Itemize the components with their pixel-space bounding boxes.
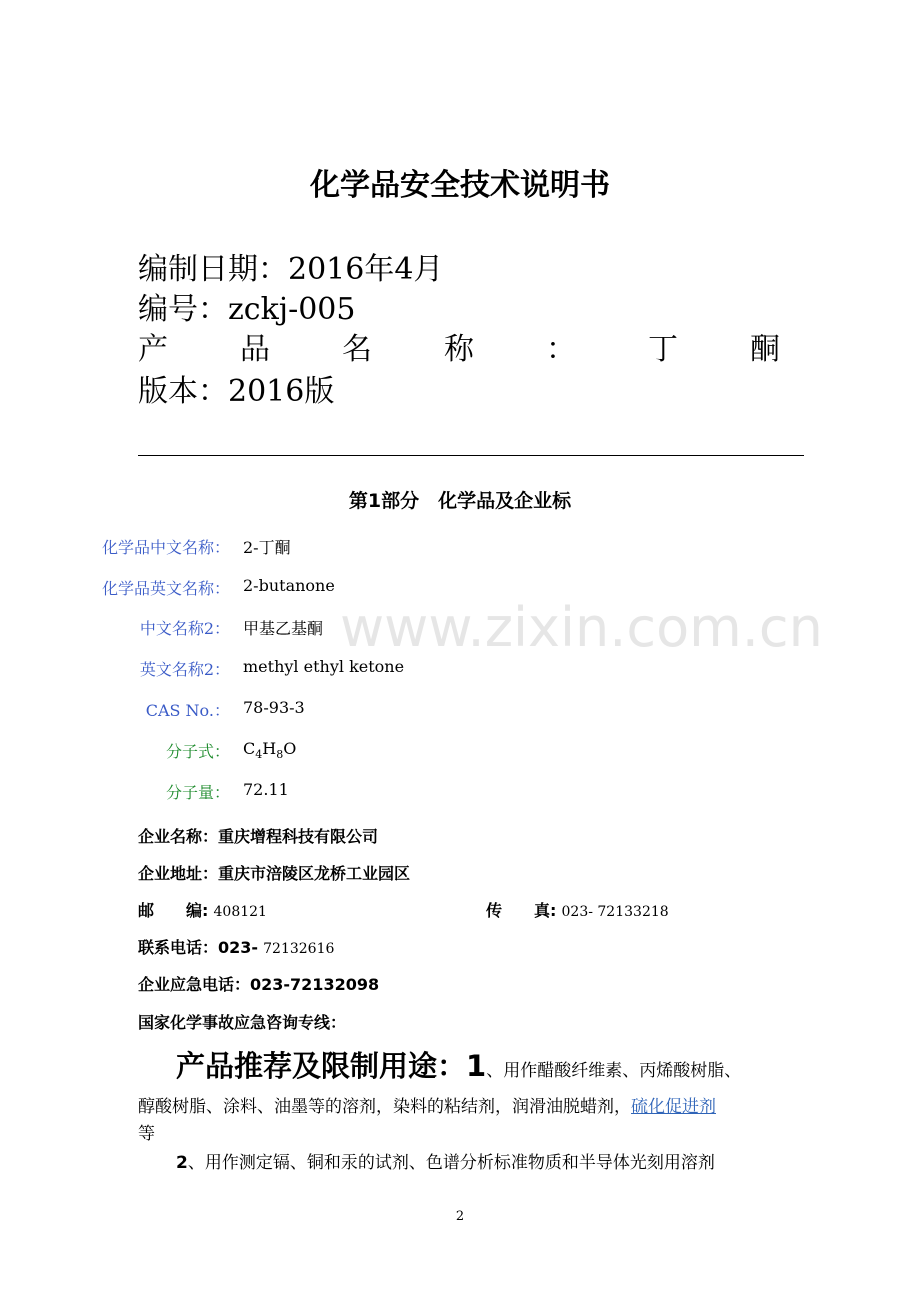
- product-name-char: 名: [342, 332, 372, 367]
- product-name-char: ：: [546, 332, 576, 367]
- vulcanization-accelerator-link[interactable]: 硫化促进剂: [631, 1097, 716, 1117]
- usage-fourth-line: [176, 1148, 715, 1173]
- cn-name-label: 化学品中文名称：: [101, 538, 230, 557]
- product-name-char: 称: [444, 332, 474, 367]
- usage-number-2: 2: [176, 1153, 188, 1173]
- document-title: 化学品安全技术说明书: [310, 168, 610, 203]
- page-number: 2: [455, 1209, 465, 1224]
- en-name-value: 2-butanone: [243, 576, 335, 595]
- section-title: 第1部分 化学品及企业标: [348, 490, 572, 512]
- company-address-line: [138, 861, 410, 884]
- phone-value: 72132616: [263, 941, 335, 957]
- company-name-line: [138, 824, 378, 847]
- formula-hydrogen: H: [262, 739, 277, 758]
- version: 版本：2016版: [138, 374, 335, 409]
- product-name-line: [138, 324, 780, 368]
- company-address-value: 重庆市涪陵区龙桥工业园区: [218, 864, 411, 883]
- formula-oxygen: O: [283, 739, 297, 758]
- usage-second-line: [138, 1092, 716, 1117]
- usage-line3: 等: [138, 1124, 155, 1144]
- usage-first-line: [176, 1044, 741, 1085]
- usage-line2: 醇酸树脂、涂料、油墨等的溶剂，染料的粘结剂，润滑油脱蜡剂，: [138, 1097, 631, 1117]
- product-name-char: 酮: [750, 332, 780, 367]
- compile-date: 编制日期：2016年4月: [138, 252, 444, 287]
- usage-line4: 、用作测定镉、铜和汞的试剂、色谱分析标准物质和半导体光刻用溶剂: [187, 1153, 715, 1173]
- postal-value: 408121: [213, 904, 267, 920]
- usage-line1: 、用作醋酸纤维素、丙烯酸树脂、: [486, 1061, 742, 1081]
- product-name-char: 产: [138, 332, 168, 367]
- en-name-label: 化学品英文名称：: [101, 579, 230, 598]
- national-hotline-label: 国家化学事故应急咨询专线：: [138, 1013, 347, 1032]
- formula-label: 分子式：: [165, 742, 230, 761]
- divider: [138, 455, 804, 456]
- en-name2-label: 英文名称2：: [139, 660, 230, 679]
- formula-carbon: C: [243, 739, 256, 758]
- phone-label: 联系电话：023-: [138, 938, 259, 957]
- phone-line: [138, 935, 334, 958]
- company-name-value: 重庆增程科技有限公司: [218, 827, 379, 846]
- formula-carbon-count: 4: [255, 748, 263, 762]
- cas-label: CAS No.：: [145, 701, 230, 720]
- postal-line: [138, 898, 267, 921]
- postal-label: 邮 编:: [138, 901, 209, 920]
- fax-label: 传 真:: [486, 901, 557, 920]
- cn-name-value: 2-丁酮: [243, 538, 291, 557]
- fax-value: 023- 72133218: [561, 904, 669, 920]
- fax-line: [486, 898, 669, 921]
- company-name-label: 企业名称：: [138, 827, 219, 846]
- emergency-phone: 企业应急电话：023-72132098: [138, 975, 380, 994]
- product-name-char: 丁: [648, 332, 678, 367]
- formula-value: [243, 739, 296, 761]
- cas-value: 78-93-3: [243, 698, 305, 717]
- company-address-label: 企业地址：: [138, 864, 219, 883]
- usage-heading: 产品推荐及限制用途：: [176, 1049, 467, 1083]
- mw-label: 分子量：: [165, 783, 230, 802]
- cn-name2-value: 甲基乙基酮: [243, 619, 324, 638]
- usage-number-1: 1: [466, 1049, 487, 1083]
- product-name-char: 品: [240, 332, 270, 367]
- mw-value: 72.11: [243, 780, 289, 799]
- document-number: 编号：zckj-005: [138, 292, 356, 327]
- watermark: www.zixin.com.cn: [340, 596, 823, 659]
- formula-hydrogen-count: 8: [276, 748, 284, 762]
- cn-name2-label: 中文名称2：: [139, 619, 230, 638]
- en-name2-value: methyl ethyl ketone: [243, 657, 405, 676]
